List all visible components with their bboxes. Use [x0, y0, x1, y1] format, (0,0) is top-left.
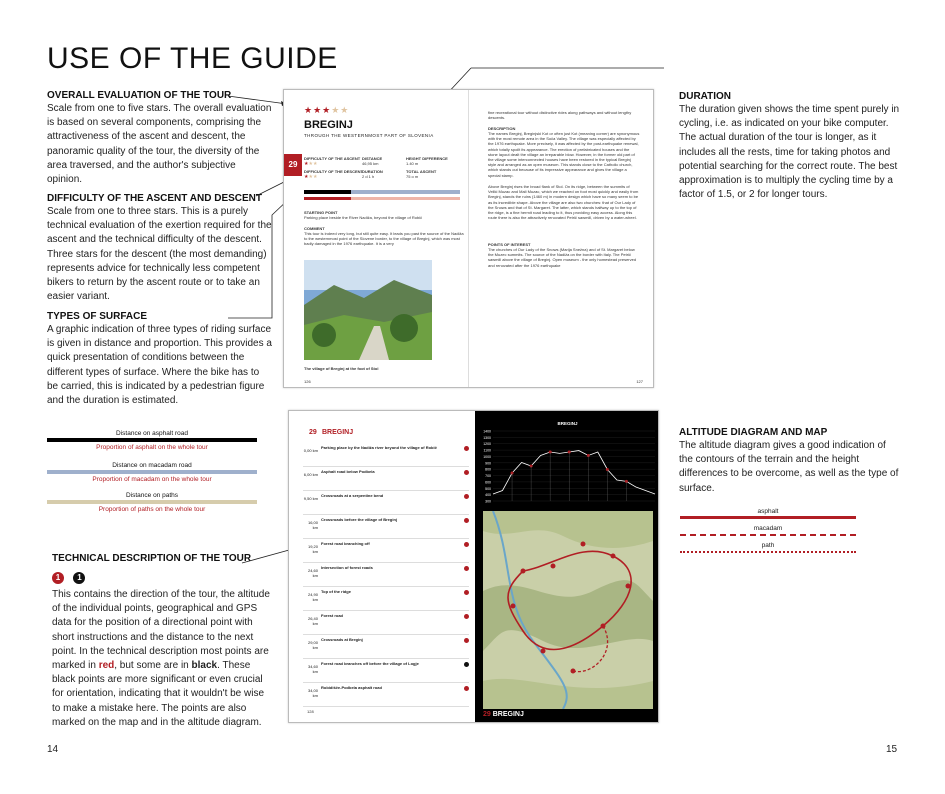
page-number-right: 15 [886, 744, 898, 755]
right-legend-macadam-label: macadam [753, 525, 783, 532]
right-legend-asphalt-label: asphalt [757, 508, 779, 515]
sample-height-value: 1.40 m [406, 161, 419, 166]
sample-bottom-page: 128 [307, 709, 314, 714]
sample-photo [304, 260, 432, 360]
right-legend-path-label: path [761, 542, 775, 549]
sample-starting-point-text: Parking place beside the River Nadiža, beyond the village of Robič [304, 215, 423, 220]
entry-point-icon [464, 686, 469, 691]
route-map [483, 511, 653, 709]
sample-page-right: 127 [636, 379, 643, 384]
overall-evaluation-text: Scale from one to five stars. The overall evaluation is based on several components, comprising the attractiveness of the ascent and descent, the panoramic quality of the tour, the diversity of the area traversed, and the author's subjective opinion. [47, 103, 272, 186]
profile-tick-label: 300 [485, 499, 491, 504]
duration-heading: DURATION [679, 91, 732, 102]
sample-duration-value: 2 d 1 h [362, 174, 375, 179]
entry-text: Crossroads at Breginj [321, 637, 363, 642]
profile-tick-label: 1400 [483, 429, 491, 434]
profile-tick-label: 1100 [483, 448, 491, 453]
profile-tick-label: 800 [485, 467, 491, 472]
sample-distance-value: 46,95 km [362, 161, 379, 166]
sample-bottom-left-page [289, 411, 474, 723]
sample-spread-top [283, 89, 654, 388]
entry-text: Intersection of forest roads [321, 565, 373, 570]
sample-description-text-2: Above Breginj rises the broad flank of Stol. On its ridge, between the summits of Veliki Muzac and Mali Muzac, which we reached on foot most quickly and easily from Breginj, stands the ruins (1460 m) in modern design which have so many seem to be as its incredible shape. Above the village are also two churches: that of Our Lady of the Snows and that of St. Margaret. The latter, which stands halfway up to the top of the ridge, is a fine hermit road leading to it, thus providing easy access. Along this route there is also the attractively renovated Petrič sawmill, driven by a water-wheel. [488, 184, 639, 221]
page-title: USE OF THE GUIDE [47, 42, 338, 75]
sample-right-intro: fine recreational tour without distinctive rides along pathways and without lengthy descents. [488, 110, 632, 121]
entry-point-icon [464, 614, 469, 619]
entry-point-icon [464, 518, 469, 523]
entry-km: 24,90 km [307, 592, 318, 602]
entry-text: Top of the ridge [321, 589, 351, 594]
sample-surface-bar [304, 190, 460, 194]
sample-height-label: HEIGHT DIFFERENCE [406, 156, 448, 161]
sample-tour-name: BREGINJ [304, 119, 353, 131]
sample-top-left-page [284, 90, 469, 388]
red-point-icon: 1 [52, 572, 64, 584]
profile-line [493, 451, 655, 494]
entry-text: Crossroads at a serpentine bend [321, 493, 384, 498]
entry-point-icon [464, 566, 469, 571]
difficulty-text: Scale from one to three stars. This is a purely technical evaluation of the exertion required for the ascent and the technical difficulty of the descent. Three stars for the descent (the most demanding) represents advice for technically less competent bikers to return by the ascent route or to take an easier variant. [47, 206, 272, 303]
sample-duration-label: DURATION [362, 169, 383, 174]
sample-distance-label: DISTANCE [362, 156, 383, 161]
sample-subtitle: THROUGH THE WESTERNMOST PART OF SLOVENIA [304, 133, 434, 138]
entry-km: 19,20 km [307, 544, 318, 554]
legend-asphalt-sub: Proportion of asphalt on the whole tour [96, 444, 208, 451]
difficulty-heading: DIFFICULTY OF THE ASCENT AND DESCENT [47, 193, 262, 204]
legend-asphalt-label: Distance on asphalt road [116, 430, 188, 437]
technical-heading: TECHNICAL DESCRIPTION OF THE TOUR [52, 553, 252, 564]
technical-entry [303, 587, 469, 611]
ascent-stars-icon: ★★★ [304, 161, 318, 167]
sample-bottom-number: 29 [309, 429, 317, 436]
technical-entry [303, 443, 469, 467]
technical-entry [303, 635, 469, 659]
sample-page-left: 126 [304, 379, 311, 384]
technical-entry [303, 563, 469, 587]
technical-entry [303, 467, 469, 491]
entry-text: Parking place by the Nadiža river beyond the village of Robič [321, 445, 437, 450]
technical-entry [303, 611, 469, 635]
profile-tick-label: 900 [485, 461, 491, 466]
profile-tick-label: 700 [485, 474, 491, 479]
entry-point-icon [464, 470, 469, 475]
page-number-left: 14 [47, 744, 59, 755]
sample-description-label: DESCRIPTION [488, 126, 516, 131]
sample-bottom-right-page [475, 411, 659, 723]
overall-stars-icon: ★★★★★ [304, 105, 350, 115]
legend-macadam-label: Distance on macadam road [112, 462, 192, 469]
entry-km: 34,00 km [307, 688, 318, 698]
profile-tick-label: 1300 [483, 435, 491, 440]
sample-total-ascent-label: TOTAL ASCENT [406, 169, 437, 174]
sample-total-ascent-value: 75 o m [406, 174, 419, 179]
technical-text: This contains the direction of the tour, the altitude of the individual points, geographical and GPS data for the position of a directional point with short instructions and the distance to the next point. In the technical description most points are marked in red, but some are in black. These black points are more significant or even crucial for orientation, indicating that it wouldn't be wise to make a mistake here. The points are also marked on the map and in the altitude diagram. [52, 589, 270, 728]
overall-evaluation-heading: OVERALL EVALUATION OF THE TOUR [47, 90, 232, 101]
descent-stars-icon: ★★★ [304, 174, 318, 180]
entry-km: 24,60 km [307, 568, 318, 578]
duration-text: The duration given shows the time spent purely in cycling, i.e. as indicated on your bike computer. The actual duration of the tour is longer, as it includes all the rests, time for taking photos and potential searching for the correct route. The best approximation is to multiply the cycling time by a factor of 1.5, or 2 for longer tours. [679, 104, 900, 201]
entry-text: Forest road [321, 613, 344, 618]
profile-tick-label: 600 [485, 480, 491, 485]
entry-km: 26,40 km [307, 616, 318, 626]
sample-comment-text: This tour is indeed very long, but still quite easy. It leads you past the source of the Nadiža to the westernmost point of the Slovene border, to the village of Breginj, which was most badly damaged in the 1976 earthquake. It is a very [304, 231, 464, 247]
altitude-profile [479, 427, 657, 507]
entry-point-icon [464, 662, 469, 667]
entry-text: Crossroads before the village of Breginj [321, 517, 398, 522]
entry-text: Forest road branches off before the village of Logje [321, 661, 419, 666]
entry-km: 16,00 km [307, 520, 318, 530]
technical-entries-list [303, 443, 469, 707]
altitude-heading: ALTITUDE DIAGRAM AND MAP [679, 427, 828, 438]
profile-tick-label: 1000 [483, 454, 491, 459]
sample-tour-number: 29 [284, 154, 302, 176]
legend-paths-label: Distance on paths [125, 492, 179, 499]
profile-tick-label: 500 [485, 486, 491, 491]
entry-text: Forest road branching off [321, 541, 370, 546]
sample-spread-bottom [288, 410, 659, 723]
entry-point-icon [464, 590, 469, 595]
technical-entry [303, 683, 469, 707]
legend-macadam-sub: Proportion of macadam on the whole tour [92, 476, 212, 483]
surface-text: A graphic indication of three types of riding surface is given in distance and proportion. This provides a quick presentation of conditions between the different types of surface. Where the bike has to be carried, this is indicated by a pedestrian figure and the duration is estimated. [47, 324, 272, 407]
map-footer: 29 BREGINJ [483, 711, 524, 718]
black-point-icon: 1 [73, 572, 85, 584]
entry-text: Asphalt road below Podbela [321, 469, 375, 474]
sample-poi-label: POINTS OF INTEREST [488, 242, 531, 247]
sample-bottom-name: BREGINJ [322, 429, 354, 436]
entry-km: 29,00 km [307, 640, 318, 650]
entry-point-icon [464, 542, 469, 547]
surface-heading: TYPES OF SURFACE [47, 311, 148, 322]
sample-difficulty-descent: DIFFICULTY OF THE DESCENT [304, 169, 363, 174]
entry-point-icon [464, 446, 469, 451]
profile-tick-label: 400 [485, 493, 491, 498]
technical-entry [303, 539, 469, 563]
entry-km: 34,60 km [307, 664, 318, 674]
sample-starting-point-label: STARTING POINT [304, 210, 338, 215]
entry-km: 6,00 km [303, 472, 318, 477]
sample-poi-text: The churches of Our Lady of the Snows (Marija Snežna) and of St. Margaret below the Muzec summits. The source of the Nadiža on the border with Italy. The Petrič sawmill above the village of Breginj. Open museum - the only homestead preserved and renovated after the 1976 earthquake [488, 247, 637, 268]
technical-entry [303, 659, 469, 683]
technical-entry [303, 491, 469, 515]
sample-description-text: The names Breginj, Breginjski Kot or often just Kot (meaning corner) are synonymous with the most remote area in the Soča Valley. The village was especially affected by the 1976 earthquake. More precisely, it was affected by the post-earthquake renewal, which totally spoilt its appearance. The erection of prefabricated houses and the stone layout dealt the village an irreparable blow. However, in the former old part of the village some interconnected houses have been restored in the typical Breginj style and arranged as an open museum. This stands close to the Catholic church, which stands out because of its impressive appearance and gives the village a special stamp. [488, 131, 640, 178]
entry-point-icon [464, 638, 469, 643]
technical-entry [303, 515, 469, 539]
profile-title: BREGINJ [557, 421, 578, 426]
entry-text: Robidišče-Podbela asphalt road [321, 685, 382, 690]
sample-top-right-page [470, 90, 654, 388]
sample-photo-caption: The village of Breginj at the foot of Stol [304, 366, 379, 371]
profile-tick-label: 1200 [483, 442, 491, 447]
sample-surface-proportion [304, 197, 460, 200]
entry-km: 0,00 km [303, 448, 318, 453]
entry-km: 9,50 km [303, 496, 318, 501]
sample-difficulty-ascent: DIFFICULTY OF THE ASCENT [304, 156, 361, 161]
legend-paths-sub: Proportion of paths on the whole tour [98, 506, 206, 513]
altitude-text: The altitude diagram gives a good indication of the contours of the terrain and the height differences to be overcome, as well as the type of surface. [679, 440, 899, 494]
sample-comment-label: COMMENT [304, 226, 325, 231]
entry-point-icon [464, 494, 469, 499]
